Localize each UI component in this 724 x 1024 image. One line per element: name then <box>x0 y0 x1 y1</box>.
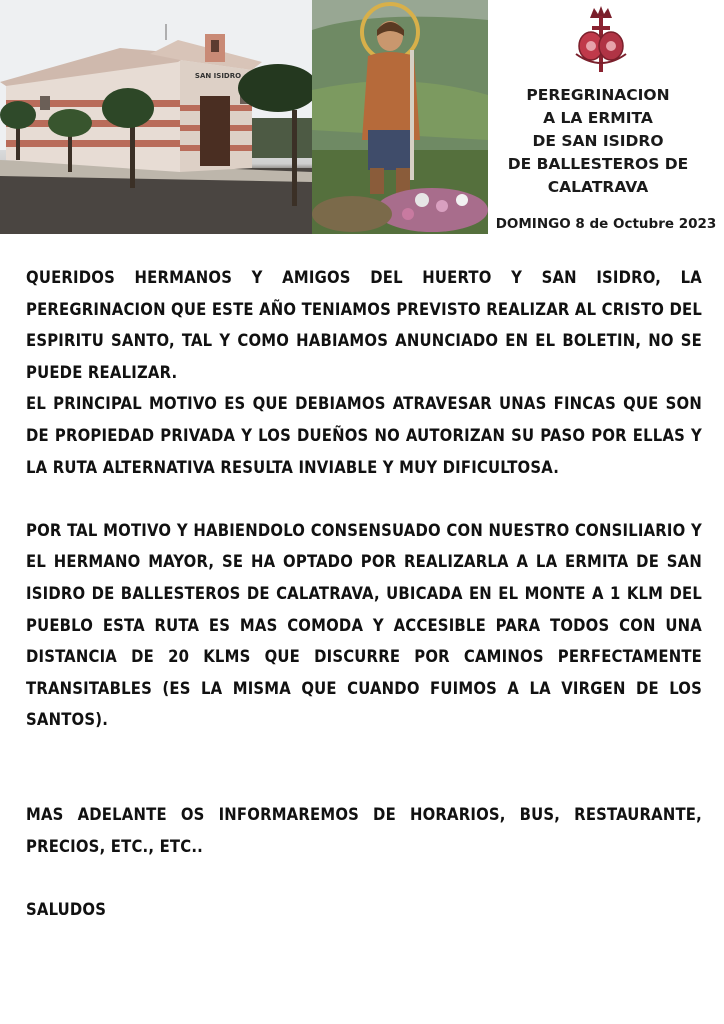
paragraph-4: MAS ADELANTE OS INFORMAREMOS DE HORARIOS, BUS, RESTAURANTE, PRECIOS, ETC., ETC.. <box>26 804 702 856</box>
header <box>0 0 724 234</box>
brotherhood-crest-logo <box>568 4 634 76</box>
saint-statue-photo <box>312 0 488 234</box>
title-line-1: PEREGRINACION <box>526 86 670 104</box>
chapel-illustration <box>0 0 312 234</box>
paragraph-1: QUERIDOS HERMANOS Y AMIGOS DEL HUERTO Y SAN ISIDRO, LA PEREGRINACION QUE ESTE AÑO TENIAMOS PREVISTO REALIZAR AL CRISTO DEL ESPIRITU SANTO, TAL Y COMO HABIAMOS ANUNCIADO EN EL BOLETIN, NO SE PUEDE REALIZAR. <box>26 268 702 382</box>
title-line-5: CALATRAVA <box>547 178 649 196</box>
title-line-2: A LA ERMITA <box>543 109 653 127</box>
title-line-4: DE BALLESTEROS DE <box>507 155 689 173</box>
chapel-sign-text: SAN ISIDRO <box>194 72 242 80</box>
saint-illustration <box>312 0 488 234</box>
announcement-body <box>26 262 702 925</box>
closing-greeting: SALUDOS <box>26 899 107 919</box>
chapel-photo <box>0 0 312 234</box>
event-date: DOMINGO 8 de Octubre 2023 <box>495 216 717 232</box>
spacer <box>26 736 702 799</box>
paragraph-3: POR TAL MOTIVO Y HABIENDOLO CONSENSUADO CON NUESTRO CONSILIARIO Y EL HERMANO MAYOR, SE HA OPTADO POR REALIZARLA A LA ERMITA DE SAN ISIDRO DE BALLESTEROS DE CALATRAVA, UBICADA EN EL MONTE A 1 KLM DEL PUEBLO ESTA RUTA ES MAS COMODA Y ACCESIBLE PARA TODOS CON UNA DISTANCIA DE 20 KLMS QUE DISCURRE POR CAMINOS PERFECTAMENTE TRANSITABLES (ES LA MISMA QUE CUANDO FUIMOS A LA VIRGEN DE LOS SANTOS). <box>26 520 702 730</box>
spacer <box>26 483 702 515</box>
spacer <box>26 862 702 894</box>
event-title <box>500 84 696 199</box>
title-line-3: DE SAN ISIDRO <box>532 132 664 150</box>
paragraph-2: EL PRINCIPAL MOTIVO ES QUE DEBIAMOS ATRAVESAR UNAS FINCAS QUE SON DE PROPIEDAD PRIVADA Y LOS DUEÑOS NO AUTORIZAN SU PASO POR ELLAS Y LA RUTA ALTERNATIVA RESULTA INVIABLE Y MUY DIFICULTOSA. <box>26 394 702 477</box>
